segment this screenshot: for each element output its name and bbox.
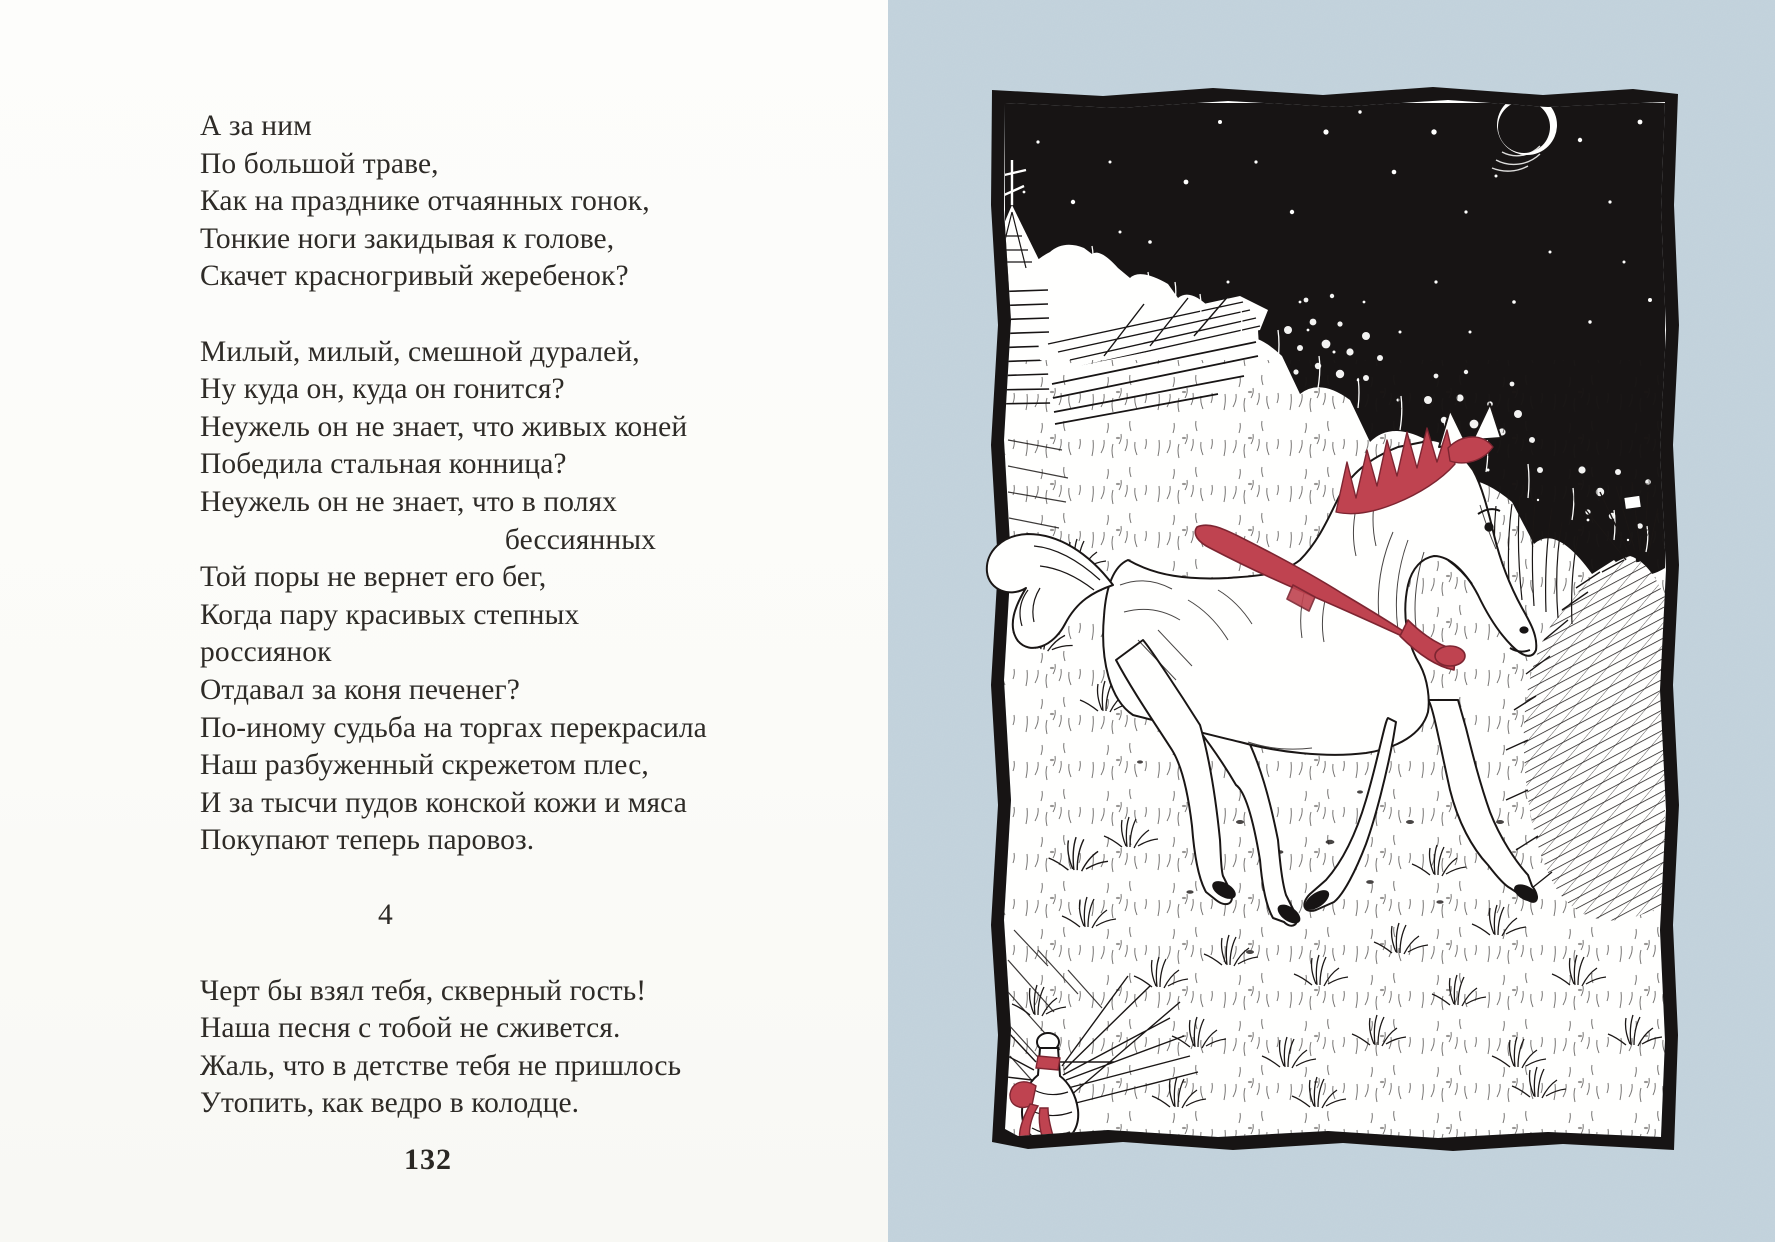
poem-line: По большой траве, <box>200 147 439 180</box>
poem <box>200 108 707 1123</box>
right-page <box>888 0 1775 1242</box>
poem-line: Когда пару красивых степных <box>200 598 580 631</box>
poem-line: А за ним <box>200 110 312 142</box>
poem-line: Как на празднике отчаянных гонок, <box>200 185 650 218</box>
poem-line: Жаль, что в детстве тебя не пришлось <box>200 1049 682 1082</box>
illustration <box>888 0 1775 1242</box>
poem-line: Скачет красногривый жеребенок? <box>200 260 629 293</box>
poem-line: Той поры не вернет его бег, <box>200 561 547 594</box>
poem-line: Наша песня с тобой не сживется. <box>200 1012 621 1045</box>
poem-line: Покупают теперь паровоз. <box>200 824 535 857</box>
poem-stanza <box>200 973 682 1123</box>
illustration-contents <box>984 95 1672 1144</box>
poem-line: Утопить, как ведро в колодце. <box>200 1087 580 1120</box>
poem-line: Отдавал за коня печенег? <box>200 673 520 706</box>
poem-stanza <box>200 334 707 860</box>
poem-line: И за тысчи пудов конской кожи и мяса <box>200 786 687 819</box>
poem-stanza <box>200 108 656 296</box>
page-number: 132 <box>404 1143 452 1176</box>
poem-line: По-иному судьба на торгах перекрасила <box>200 711 707 744</box>
poem-line: Победила стальная конница? <box>200 448 567 481</box>
section-number: 4 <box>378 899 393 932</box>
poem-line: Тонкие ноги закидывая к голове, <box>200 222 615 255</box>
poem-line: Неужель он не знает, что живых коней <box>200 410 688 443</box>
poem-line: Ну куда он, куда он гонится? <box>200 373 565 406</box>
poem-line: Черт бы взял тебя, скверный гость! <box>200 974 647 1007</box>
poem-section <box>200 897 656 935</box>
poem-line: россиянок <box>200 636 332 669</box>
poem-line: Наш разбуженный скрежетом плес, <box>200 749 649 782</box>
poem-line: бессиянных <box>504 523 656 556</box>
poem-line: Неужель он не знает, что в полях <box>200 485 618 518</box>
poem-line: Милый, милый, смешной дуралей, <box>200 335 640 368</box>
